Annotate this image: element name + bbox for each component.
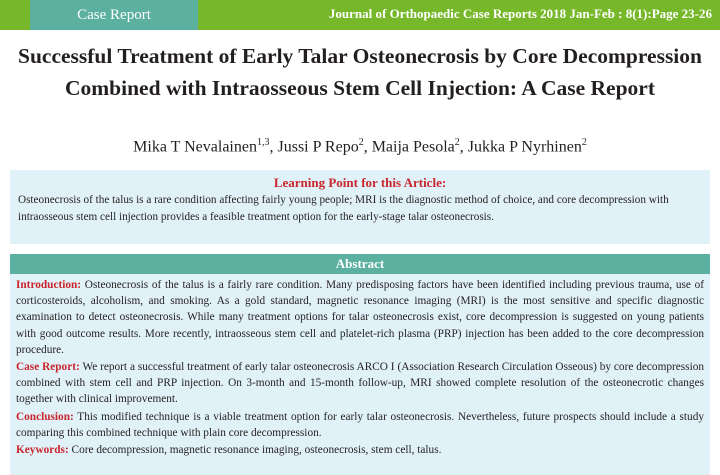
learning-point-heading: Learning Point for this Article: — [273, 175, 447, 190]
author-affiliation: 2 — [454, 137, 460, 148]
abstract-box — [10, 274, 710, 475]
keywords-label: Keywords: — [16, 444, 69, 457]
article-title: Successful Treatment of Early Talar Osteonecrosis by Core Decompression Combined with Intraosseous Stem Cell Injection: A Case Report — [18, 44, 702, 100]
author-list: Mika T Nevalainen$^{1,3}$, Jussi P Repo$^2$, Maija Pesola$^2$, Jukka P Nyrhinen$^2$ — [133, 137, 587, 156]
conclusion-label: Conclusion: — [16, 410, 74, 423]
abstract-heading: Abstract — [10, 254, 710, 274]
learning-point-text: Osteonecrosis of the talus is a rare condition affecting fairly young people; MRI is the diagnostic method of choice, and core decompression with intraosseous stem cell injection provides a feasible treatment option for the early-stage talar osteonecrosis. — [18, 194, 669, 223]
keywords-text: Core decompression, magnetic resonance imaging, osteonecrosis, stem cell, talus. — [71, 444, 442, 457]
case-report-text: We report a successful treatment of early talar osteonecrosis ARCO I (Association Research Circulation Osseous) by core decompression combined with stem cell and PRP injection. On 3-month and 15-month follow-up, MRI showed complete resolution of the osteonecrotic changes together with clinical improvement. — [16, 361, 705, 406]
abstract-introduction — [16, 277, 704, 358]
case-report-label: Case Report: — [16, 361, 80, 374]
author-affiliation: 1,3 — [256, 137, 270, 148]
article-type-label: Case Report — [77, 6, 151, 23]
author-name: Jukka P Nyrhinen — [467, 138, 582, 156]
journal-citation: Journal of Orthopaedic Case Reports 2018 Jan-Feb : 8(1):Page 23-26 — [328, 6, 712, 21]
abstract-conclusion — [16, 409, 704, 441]
author-affiliation: 2 — [581, 137, 587, 148]
author-name: Maija Pesola — [371, 138, 455, 156]
conclusion-text: This modified technique is a viable treatment option for early talar osteonecrosis. Nevertheless, future prospects should include a study comparing this combined technique with plain core decompression. — [16, 410, 705, 439]
learning-point-box — [10, 170, 710, 244]
abstract-keywords — [16, 442, 704, 458]
introduction-text: Osteonecrosis of the talus is a fairly rare condition. Many predisposing factors have been identified including previous trauma, use of corticosteroids, alcoholism, and smoking. As a gold standard, magnetic resonance imaging (MRI) is the most sensitive and specific diagnostic examination to detect osteonecrosis. While many treatment options for talar osteonecrosis exist, core decompression is suggested on young patients with good outcome results. More recently, intraosseous stem cell and platelet-rich plasma (PRP) injection has been added to the core decompression procedure. — [16, 279, 704, 356]
author-name: Jussi P Repo — [277, 138, 359, 156]
article-type-tag — [30, 0, 198, 30]
introduction-label: Introduction: — [16, 279, 82, 291]
author-name: Mika T Nevalainen — [133, 138, 257, 156]
journal-header-bar — [0, 0, 720, 30]
author-affiliation: 2 — [358, 137, 364, 148]
abstract-case-report — [16, 359, 704, 408]
